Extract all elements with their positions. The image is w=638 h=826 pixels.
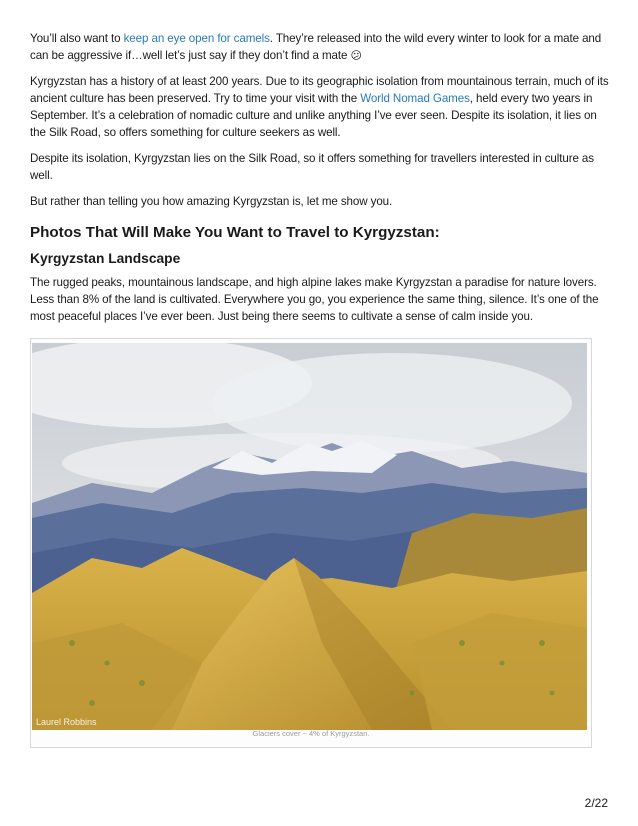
paragraph-landscape: The rugged peaks, mountainous landscape, and high alpine lakes make Kyrgyzstan a paradise for nature lovers. Less than 8% of the land is cultivated. Everywhere you go, you experience the same thing, silence. It’s one of the most peaceful places I’ve ever been. Just being there seems to cultivate a sense of calm inside you.: [30, 276, 599, 323]
landscape-photo: [32, 343, 587, 730]
figure-caption: Glaciers cover ~ 4% of Kyrgyzstan.: [252, 729, 370, 738]
paragraph-silk-road: Despite its isolation, Kyrgyzstan lies on the Silk Road, so it offers something for travellers interested in culture as well.: [30, 152, 594, 182]
landscape-figure: [30, 338, 592, 748]
section-heading: Photos That Will Make You Want to Travel to Kyrgyzstan:: [30, 224, 440, 241]
mountain-landscape-image: [32, 343, 587, 730]
history-text-end: , held every two years in September. It’s a celebration of nomadic culture and unlike anything I’ve ever seen. Despite its isolation, it lies on the Silk Road, so offers something for culture seekers as well.: [30, 92, 597, 139]
camels-text-start: You’ll also want to: [30, 32, 124, 45]
article-body: [30, 30, 610, 334]
world-nomad-games-link[interactable]: World Nomad Games: [360, 92, 470, 105]
camels-link[interactable]: keep an eye open for camels: [123, 32, 270, 45]
paragraph-show-you: But rather than telling you how amazing Kyrgyzstan is, let me show you.: [30, 195, 393, 208]
subsection-heading: Kyrgyzstan Landscape: [30, 251, 181, 266]
paragraph-camels: [30, 30, 610, 64]
camels-text-end: . They’re released into the wild every winter to look for a mate and can be aggressive if…well let’s just say if they don’t find a mate: [30, 32, 602, 62]
paragraph-history: [30, 73, 610, 141]
history-text-start: Kyrgyzstan has a history of at least 200 years. Due to its geographic isolation from mountainous terrain, much of its ancient culture has been preserved. Try to time your visit with the: [30, 75, 609, 105]
page-number: 2/22: [584, 796, 608, 810]
photo-credit: Laurel Robbins: [36, 717, 97, 727]
confused-face-icon: 😕: [350, 49, 362, 62]
